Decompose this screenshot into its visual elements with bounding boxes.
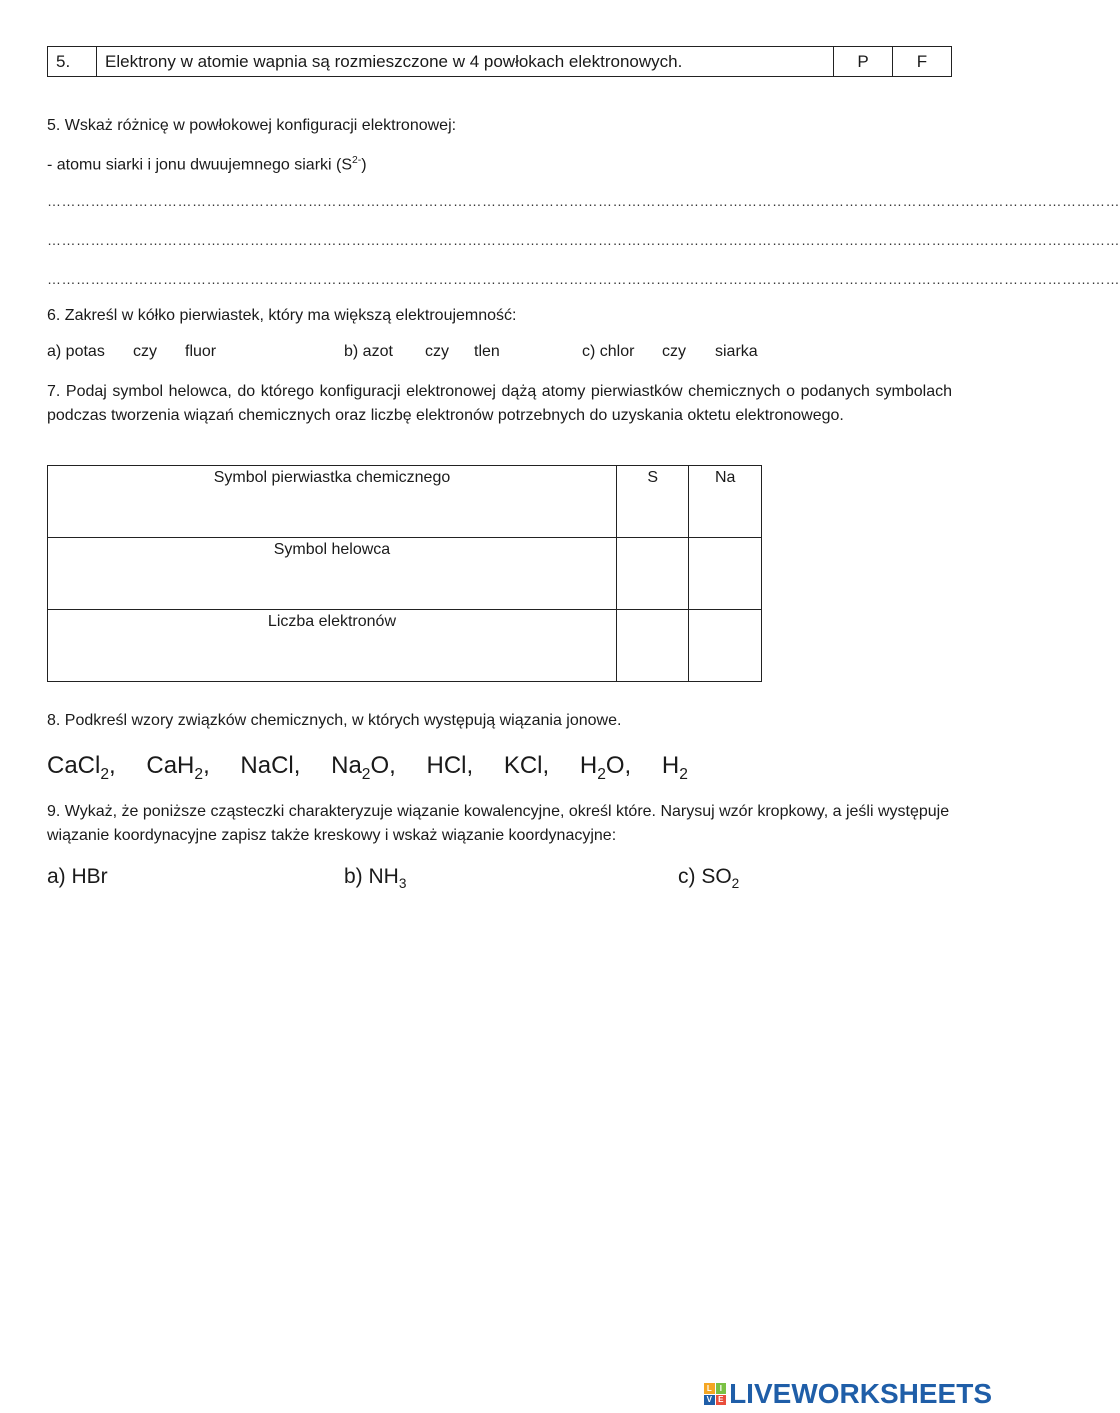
q6-b-tlen[interactable]: tlen — [474, 343, 500, 360]
formula-nacl[interactable]: NaCl, — [240, 752, 301, 779]
statement-text: Elektrony w atomie wapnia są rozmieszczone w 4 powłokach elektronowych. — [97, 47, 834, 77]
true-option[interactable]: P — [834, 47, 893, 77]
answer-line-1[interactable]: …………………………………………………………………………………………………………………………………………………………………………………………………… — [47, 193, 1120, 209]
cell-na-noble-gas[interactable] — [689, 538, 762, 610]
logo-text: LIVEWORKSHEETS — [729, 1378, 992, 1409]
q9-c-so2: c) $SO_2$ — [678, 865, 740, 892]
formula-h2[interactable]: $H_2$ — [661, 752, 688, 783]
logo-icon: L I V E — [704, 1383, 726, 1405]
row-label-electron-count: Liczba elektronów — [48, 610, 617, 682]
q6-a-label: a) potas — [47, 343, 105, 360]
formula-h2o[interactable]: $H_2O$, — [579, 752, 632, 783]
true-false-table — [47, 46, 952, 77]
answer-line-3[interactable]: …………………………………………………………………………………………………………………………………………………………………………………………………… — [47, 271, 1120, 287]
formula-list — [47, 752, 712, 784]
question-5-title: 5. Wskaż różnicę w powłokowej konfiguracji elektronowej: — [47, 117, 457, 134]
table-row — [48, 538, 762, 610]
question-5-subtext: - atomu siarki i jonu dwuujemnego siarki $(S^{2-})$ — [47, 155, 367, 174]
cell-s-noble-gas[interactable] — [616, 538, 688, 610]
q6-b-label: b) azot — [344, 343, 393, 360]
table-row — [48, 610, 762, 682]
answer-line-2[interactable]: …………………………………………………………………………………………………………………………………………………………………………………………………… — [47, 232, 1120, 248]
row-label-noble-gas: Symbol helowca — [48, 538, 617, 610]
q9-a-hbr: a) HBr — [47, 865, 108, 888]
q6-a-fluor[interactable]: fluor — [185, 343, 217, 360]
question-6-title: 6. Zakreśl w kółko pierwiastek, który ma większą elektroujemność: — [47, 307, 517, 324]
formula-hcl[interactable]: HCl, — [426, 752, 474, 779]
header-element-symbol: Symbol pierwiastka chemicznego — [48, 466, 617, 538]
noble-gas-table — [47, 465, 762, 682]
header-s: S — [616, 466, 688, 538]
q6-a-czy: czy — [133, 343, 157, 360]
q6-b-czy: czy — [425, 343, 449, 360]
table-row — [48, 466, 762, 538]
q9-b-nh3: b) $NH_3$ — [344, 865, 407, 892]
table-row — [48, 47, 952, 77]
q6-c-siarka[interactable]: siarka — [715, 343, 758, 360]
formula-cah2[interactable]: CaH$_2$, — [146, 752, 210, 783]
cell-s-electrons[interactable] — [616, 610, 688, 682]
q6-c-czy: czy — [662, 343, 686, 360]
formula-kcl[interactable]: KCl, — [503, 752, 550, 779]
question-8-title: 8. Podkreśl wzory związków chemicznych, w których występują wiązania jonowe. — [47, 712, 622, 729]
false-option[interactable]: F — [893, 47, 952, 77]
cell-na-electrons[interactable] — [689, 610, 762, 682]
q6-c-label: c) chlor — [582, 343, 635, 360]
question-9-text: 9. Wykaż, że poniższe cząsteczki charakteryzuje wiązanie kowalencyjne, określ które. Narysuj wzór kropkowy, a jeśli występuje wiązanie koordynacyjne zapisz także kreskowy i wskaż wiązanie koordynacyjne: — [47, 803, 950, 844]
question-7-text: 7. Podaj symbol helowca, do którego konfiguracji elektronowej dążą atomy pierwiastków chemicznych o podanych symbolach podczas tworzenia wiązań chemicznych oraz liczbę elektronów potrzebnych do uzyskania oktetu elektronowego. — [47, 383, 952, 424]
formula-na2o[interactable]: $Na_2O$, — [331, 752, 396, 783]
statement-number: 5. — [48, 47, 97, 77]
liveworksheets-logo — [704, 1378, 992, 1410]
header-na: Na — [689, 466, 762, 538]
formula-cacl2[interactable]: CaCl$_2$, — [47, 752, 116, 783]
